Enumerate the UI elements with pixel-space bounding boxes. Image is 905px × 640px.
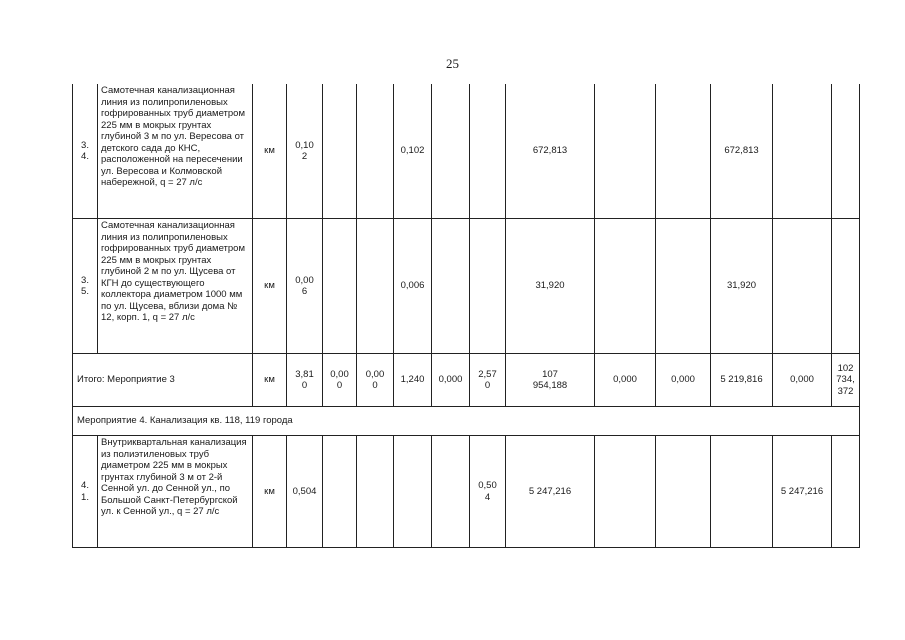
cell: 0,00 6 (287, 219, 323, 354)
cell (394, 436, 432, 548)
cell: 0,102 (394, 84, 432, 219)
section-title: Мероприятие 4. Канализация кв. 118, 119 города (73, 407, 860, 436)
cell: 0,50 4 (470, 436, 506, 548)
cell (656, 84, 711, 219)
cell (357, 436, 394, 548)
cell (595, 84, 656, 219)
cell: 1,240 (394, 354, 432, 407)
cell: 5 247,216 (506, 436, 595, 548)
table-row (73, 84, 860, 219)
cell: 102 734, 372 (832, 354, 860, 407)
cell (832, 84, 860, 219)
row-description: Самотечная канализационная линия из полипропиленовых гофрированных труб диаметром 225 мм в мокрых грунтах глубиной 2 м по ул. Щусева от КГН до существующего коллектора диаметром 1000 мм по ул. Щусева, вблизи дома № 12, корп. 1, q = 27 л/с (98, 219, 253, 354)
cell: 107 954,188 (506, 354, 595, 407)
cell: 2,57 0 (470, 354, 506, 407)
cell: 672,813 (711, 84, 773, 219)
cell: 5 219,816 (711, 354, 773, 407)
cell: 3,81 0 (287, 354, 323, 407)
cell (323, 219, 357, 354)
cell (470, 84, 506, 219)
cell: 0,000 (595, 354, 656, 407)
row-unit: км (253, 219, 287, 354)
row-description: Самотечная канализационная линия из полипропиленовых гофрированных труб диаметром 225 мм в мокрых грунтах глубиной 3 м по ул. Вересова от детского сада до КНС, расположенной на пересечении ул. Вересова и Колмовской набережной, q = 27 л/с (98, 84, 253, 219)
cell (656, 436, 711, 548)
row-number: 4. 1. (73, 436, 98, 548)
row-unit: км (253, 436, 287, 548)
cell: 31,920 (506, 219, 595, 354)
cell (323, 436, 357, 548)
cell (832, 219, 860, 354)
cell: 0,000 (432, 354, 470, 407)
cell (432, 436, 470, 548)
cell: 0,00 0 (357, 354, 394, 407)
cell: 0,10 2 (287, 84, 323, 219)
cell (595, 219, 656, 354)
total-label: Итого: Мероприятие 3 (73, 354, 253, 407)
cell (773, 219, 832, 354)
cell (357, 219, 394, 354)
table-row (73, 436, 860, 548)
cell: 0,000 (773, 354, 832, 407)
row-unit: км (253, 84, 287, 219)
row-unit: км (253, 354, 287, 407)
page-number: 25 (446, 56, 459, 71)
cell: 672,813 (506, 84, 595, 219)
cell: 5 247,216 (773, 436, 832, 548)
cell (656, 219, 711, 354)
cell (832, 436, 860, 548)
row-number: 3. 4. (73, 84, 98, 219)
estimate-table (72, 84, 860, 548)
row-number: 3. 5. (73, 219, 98, 354)
cell: 0,006 (394, 219, 432, 354)
cell: 0,000 (656, 354, 711, 407)
cell (432, 84, 470, 219)
table-row (73, 219, 860, 354)
total-row (73, 354, 860, 407)
cell (432, 219, 470, 354)
cell (773, 84, 832, 219)
cell (470, 219, 506, 354)
row-description: Внутриквартальная канализация из полиэтиленовых труб диаметром 225 мм в мокрых грунтах глубиной 3 м от 2-й Сенной ул. до Сенной ул., по Большой Санкт-Петербургской ул. к Сенной ул., q = 27 л/с (98, 436, 253, 548)
cell (323, 84, 357, 219)
cell (711, 436, 773, 548)
section-header-row (73, 407, 860, 436)
cell (357, 84, 394, 219)
cell: 31,920 (711, 219, 773, 354)
cell (595, 436, 656, 548)
cell: 0,504 (287, 436, 323, 548)
cell: 0,00 0 (323, 354, 357, 407)
